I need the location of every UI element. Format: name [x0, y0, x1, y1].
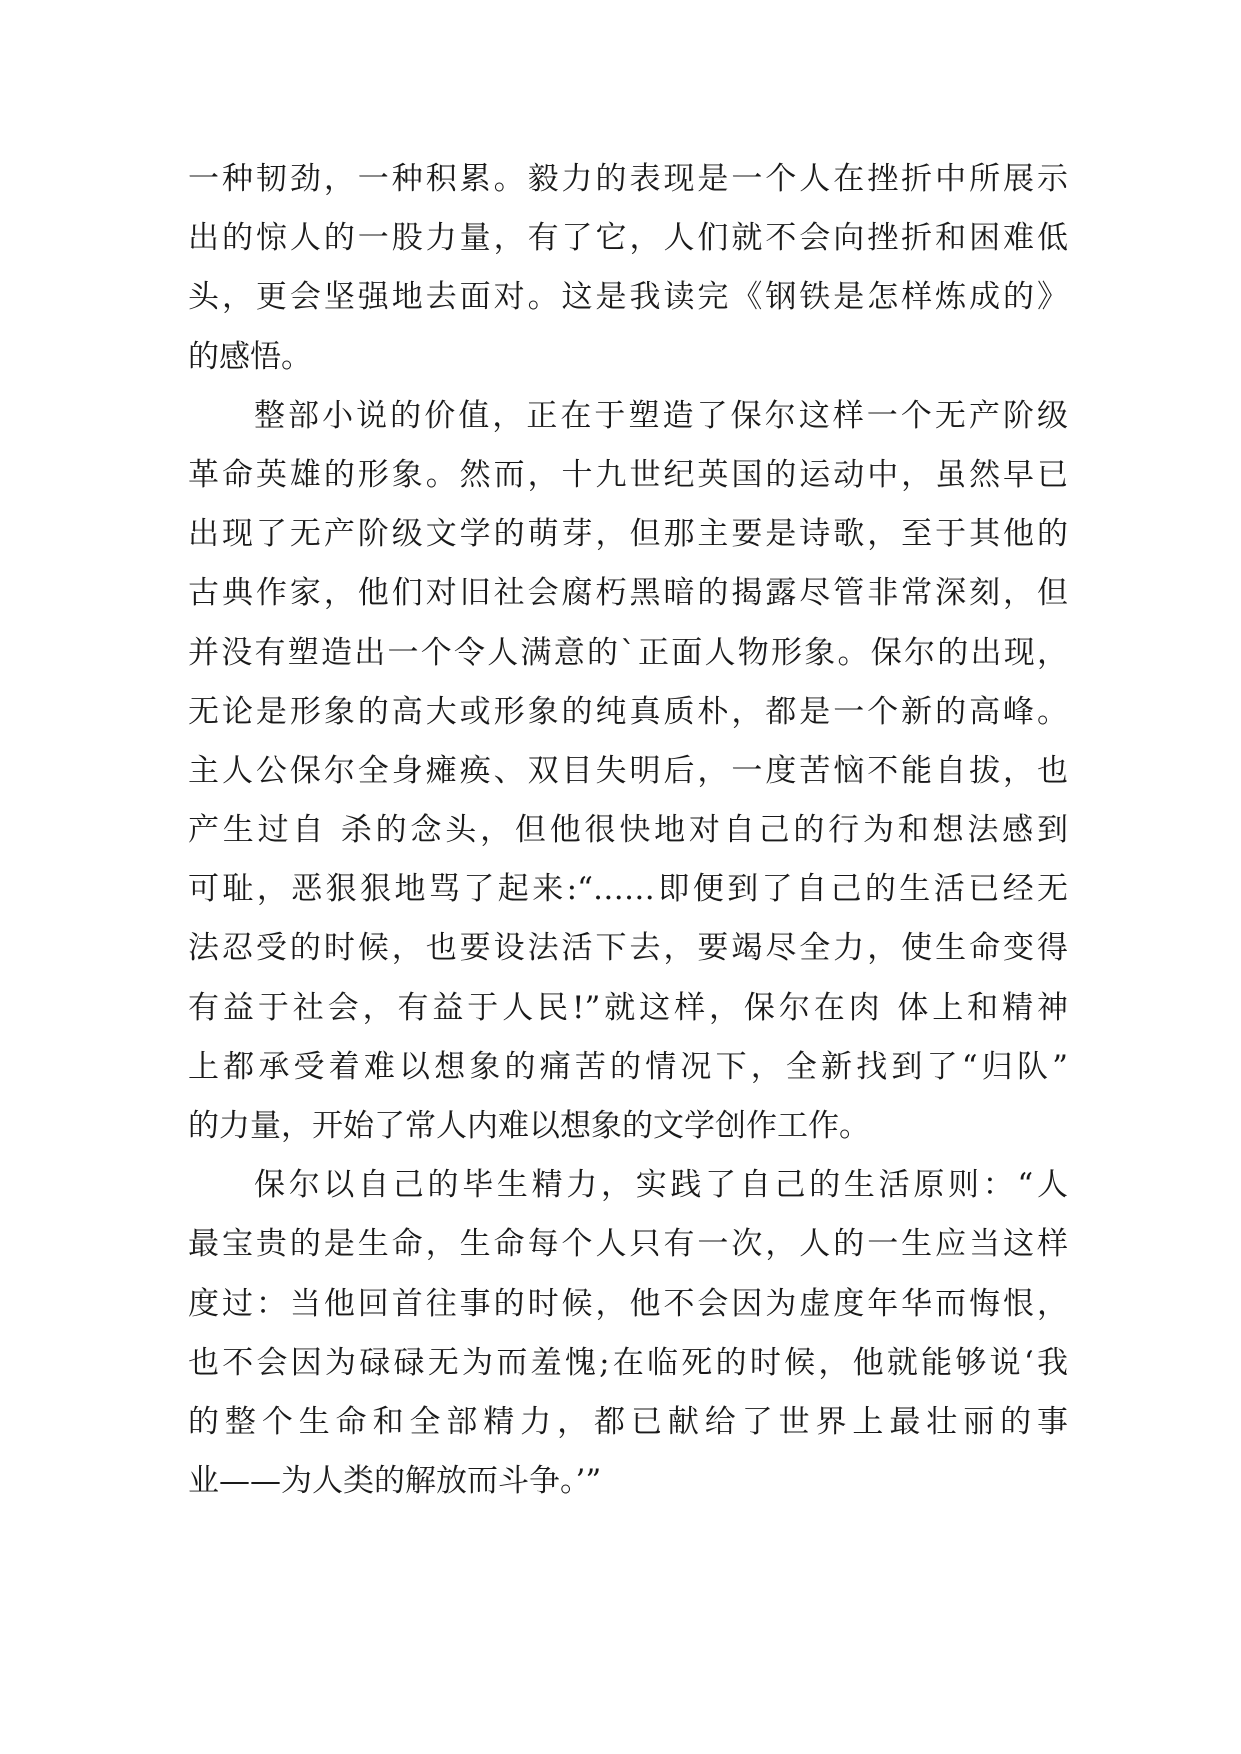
- text-line: 产生过自 杀的念头，但他很快地对自己的行为和想法感到: [188, 812, 1068, 849]
- text-line: 并没有塑造出一个令人满意的`正面人物形象。保尔的出现，: [188, 634, 1068, 671]
- text-line: 上都承受着难以想象的痛苦的情况下，全新找到了“归队”: [188, 1048, 1068, 1085]
- paragraph-2: [188, 387, 1068, 1156]
- text-line: 度过：当他回首往事的时候，他不会因为虚度年华而悔恨，: [188, 1285, 1068, 1322]
- text-line: 无论是形象的高大或形象的纯真质朴，都是一个新的高峰。: [188, 693, 1068, 730]
- text-line: 的整个生命和全部精力，都已献给了世界上最壮丽的事: [188, 1403, 1068, 1440]
- text-line: 也不会因为碌碌无为而羞愧;在临死的时候，他就能够说‘我: [188, 1344, 1068, 1381]
- text-line: 可耻，恶狠狠地骂了起来:“……即便到了自己的生活已经无: [188, 871, 1068, 908]
- text-line: 主人公保尔全身瘫痪、双目失明后，一度苦恼不能自拔，也: [188, 752, 1068, 789]
- text-line: 整部小说的价值，正在于塑造了保尔这样一个无产阶级: [254, 397, 1068, 434]
- text-line: 头，更会坚强地去面对。这是我读完《钢铁是怎样炼成的》: [188, 279, 1068, 316]
- text-line: 业——为人类的解放而斗争。’”: [188, 1463, 602, 1500]
- text-line: 革命英雄的形象。然而，十九世纪英国的运动中，虽然早已: [188, 456, 1068, 493]
- text-line: 保尔以自己的毕生精力，实践了自己的生活原则：“人: [254, 1167, 1068, 1204]
- paragraph-3: [188, 1156, 1068, 1511]
- text-line: 的感悟。: [188, 338, 312, 375]
- document-body: [188, 150, 1068, 1511]
- text-line: 古典作家，他们对旧社会腐朽黑暗的揭露尽管非常深刻，但: [188, 575, 1068, 612]
- text-line: 最宝贵的是生命，生命每个人只有一次，人的一生应当这样: [188, 1226, 1068, 1263]
- text-line: 出的惊人的一股力量，有了它，人们就不会向挫折和困难低: [188, 220, 1068, 257]
- text-line: 一种韧劲，一种积累。毅力的表现是一个人在挫折中所展示: [188, 161, 1068, 197]
- text-line: 出现了无产阶级文学的萌芽，但那主要是诗歌，至于其他的: [188, 516, 1068, 553]
- text-line: 有益于社会，有益于人民!”就这样，保尔在肉 体上和精神: [188, 989, 1068, 1026]
- text-line: 的力量，开始了常人内难以想象的文学创作工作。: [188, 1108, 870, 1144]
- paragraph-1: [188, 150, 1068, 387]
- text-line: 法忍受的时候，也要设法活下去，要竭尽全力，使生命变得: [188, 930, 1068, 967]
